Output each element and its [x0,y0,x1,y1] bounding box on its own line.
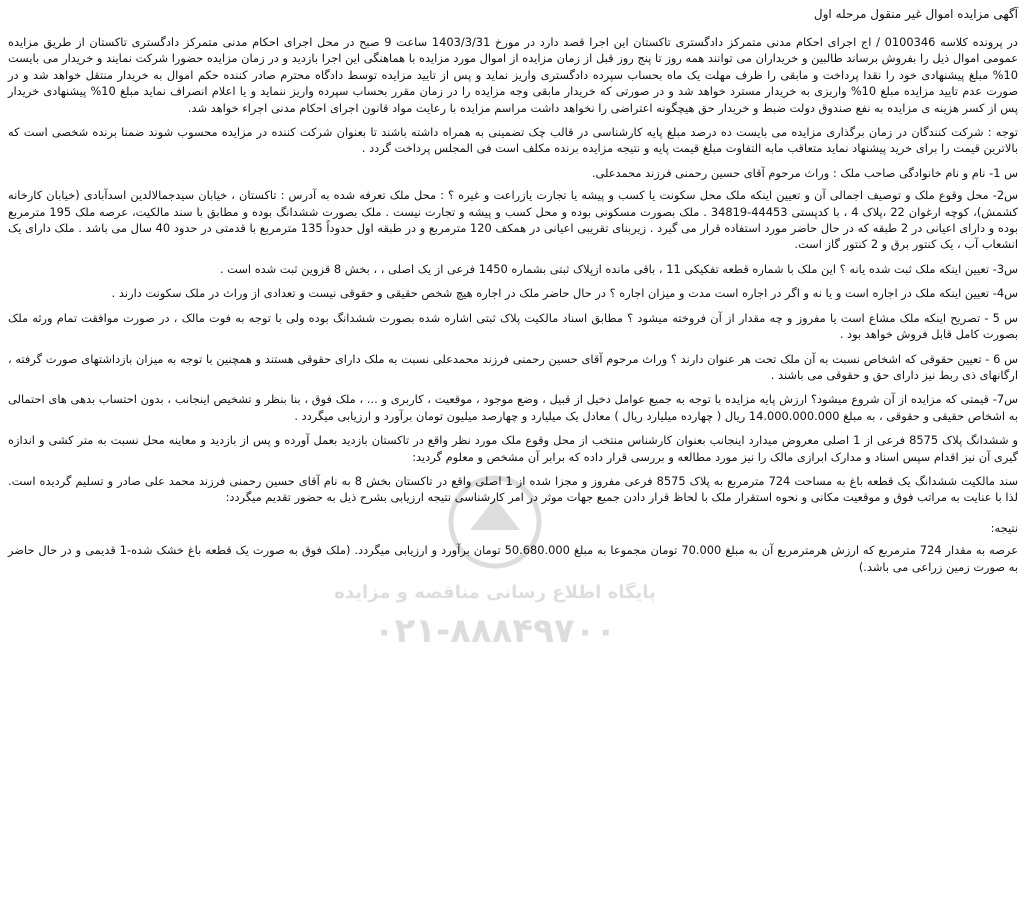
paragraph-deed: سند مالکیت ششدانگ یک قطعه باغ به مساحت 724 مترمربع به پلاک 8575 فرعی مفروز و مجزا شده از 1 اصلی واقع در تاکستان بخش 8 به نام آقای حسین رحمنی فرزند محمد علی صادر و تسلیم گردیده است. لذا با عنایت به مراتب فوق و موقعیت مکانی و نحوه استقرار ملک با لحاظ قرار دادن جمیع جهات موثر در امر کارشناسی نتیجه ارزیابی بشرح ذیل به حضور تقدیم میگردد: [8,473,1018,505]
result-label: نتیجه: [990,520,1018,535]
paragraph-inspection: و ششدانگ پلاک 8575 فرعی از 1 اصلی معروض میدارد اینجانب بعنوان کارشناس منتخب از محل وقوع ملک مورد نظر واقع در تاکستان بازدید بعمل آورده و پس از بازدید و معاینه محل نسبت به متر کشی و اندازه گیری آن نیز اقدام سپس اسناد و مدارک ابرازی مالک را نیز مورد مطالعه و بررسی قرار داده که برابر آن مشخص و معلوم گردید: [8,433,1018,464]
paragraph-q7-price: س7- قیمتی که مزایده از آن شروع میشود؟ ارزش پایه مزایده با توجه به جمیع عوامل دخیل از قبیل ، وضع موجود ، موقعیت ، کاربری و ... ، ملک فوق ، بنا بنظر و تشخیص اینجانب ، بدون احتساب بدهی های احتمالی به اشخاص حقیقی و حقوقی ، به مبلغ 14.000.000.000 ریال ( چهارده میلیارد ریال ) معادل یک میلیارد و چهارصد میلیون تومان برآورد و ارزیابی میگردد . [8,392,1018,423]
paragraph-q1-owner: س 1- نام و نام خانوادگی صاحب ملک : وراث مرحوم آقای حسین رحمنی فرزند محمدعلی. [591,165,1018,180]
paragraph-q6-rights: س 6 - تعیین حقوقی که اشخاص نسبت به آن ملک تحت هر عنوان دارند ؟ وراث مرحوم آقای حسین رحمنی فرزند محمدعلی نسبت به ملک دارای حقوقی هستند و همچنین با توجه به میزان بازداشتهای صورت گرفته ، ارگانهای ذی ربط نیز دارای حق و حقوقی می باشند . [8,351,1018,382]
watermark-text: پایگاه اطلاع رسانی مناقصه و مزایده [334,582,656,603]
paragraph-q5-ownership: س 5 - تصریح اینکه ملک مشاع است یا مفروز و چه مقدار از آن فروخته میشود ؟ مطابق اسناد مالکیت پلاک ثبتی اشاره شده بصورت ششدانگ بوده ولی با توجه به فوت مالک ، در صورت موافقت تمام ورثه ملک بصورت کامل قابل فروش خواهد بود . [8,310,1018,342]
paragraph-q4-lease: س4- تعیین اینکه ملک در اجاره است و یا نه و اگر در اجاره است مدت و میزان اجاره ؟ در حال حاضر ملک در اجاره هیچ شخص حقیقی و حقوقی نیست و تعدادی از وراث در ملک سکونت دارند . [111,286,1018,301]
paragraph-result: عرصه به مقدار 724 مترمربع که ارزش هرمترمربع آن به مبلغ 70.000 تومان مجموعا به مبلغ 50.680.000 تومان برآورد و ارزیابی میگردد. (ملک فوق به صورت یک قطعه باغ خشک شده-1 قدیمی و در حال حاضر به صورت زمین زراعی می باشد.) [8,543,1019,574]
page-title: آگهی مزایده اموال غیر منقول مرحله اول [813,7,1018,21]
paragraph-q2-location: س2- محل وقوع ملک و توصیف اجمالی آن و تعیین اینکه ملک محل سکونت یا کسب و پیشه یا تجارت یازراعت و غیره ؟ : محل ملک تعرفه شده به آدرس : تاکستان ، خیابان سیدجمالالدین اسدآبادی (خیابان کارخانه کشمش)، کوچه ارغوان 22 ،پلاک 4 ، با کدپستی 44453-34819 . ملک بصورت مسکونی بوده و محل کسب و پیشه و تجارت نیست . ملک بصورت ششدانگ بوده و مطابق با سند مالکیت، عرصه ملک 195 مترمربع بوده و دارای اعیانی در 2 طبقه که در حال حاضر مورد استفاده قرار می گیرد . زیربنای تقریبی اعیانی در همکف 120 مترمربع و در طبقه اول حدوداً 135 مترمربع با قدمتی در حدود 40 سال می باشد . ملک دارای یک انشعاب آب ، یک کنتور برق و 2 کنتور گاز است. [8,188,1018,252]
paragraph-q3-registration: س3- تعیین اینکه ملک ثبت شده یانه ؟ این ملک با شماره قطعه تفکیکی 11 ، باقی مانده ازپلاک ثبتی بشماره 1450 فرعی از یک اصلی ، ، بخش 8 قزوین ثبت شده است . [219,261,1018,276]
paragraph-notice: توجه : شرکت کنندگان در زمان برگذاری مزایده می بایست ده درصد مبلغ پایه کارشناسی در قالب چک تضمینی به همراه داشته باشند تا بعنوان شرکت کننده در مزایده محسوب شوند ضمنا برنده شخصی است که بالاترین قیمت را برای خرید پیشنهاد نماید متعاقب مابه التفاوت مبلغ قیمت پایه و نتیجه مزایده برنده مکلف است فی المجلس پرداخت گردد . [8,125,1018,156]
watermark-phone: ۰۲۱-۸۸۸۴۹۷۰۰ [373,611,617,651]
paragraph-case-details: در پرونده کلاسه 0100346 / اج اجرای احکام مدنی متمرکز دادگستری تاکستان این اجرا قصد دارد در مورخ 1403/3/31 ساعت 9 صبح در محل اجرای احکام مدنی متمرکز دادگستری تاکستان از طریق مزایده عمومی اموال ذیل را بفروش برساند طالبین و خریداران می توانند همه روز تا پنج روز قبل از زمان مزایده از اموال مورد مزایده با هماهنگی این اجرا بازدید و در زمان مزایده حضورا شرکت نمایند و خریدار می بایست 10% مبلغ پیشنهادی خود را نقدا پرداخت و مابقی را ظرف مهلت یک ماه بحساب سپرده دادگستری واریز نماید و پس از تایید مزایده توسط دادگاه محترم صادر کننده حکم اموال به خریدار منتقل خواهد شد و در صورت عدم تایید مزایده مبلغ 10% واریزی به خریدار مسترد خواهد شد و در صورتی که خریدار مابقی وجه مزایده را در زمان مقرر بحساب سپرده واریز ننماید و یا اعلام انصراف نماید مبلغ 10% پیشنهادی خریدار پس از کسر هزینه ی مزایده به نفع صندوق دولت ضبط و خریدار حق هیچگونه اعتراضی را نخواهد داشت مراسم مزایده با رعایت مواد قانون اجرای احکام مدنی اجراء خواهد شد. [8,35,1018,115]
